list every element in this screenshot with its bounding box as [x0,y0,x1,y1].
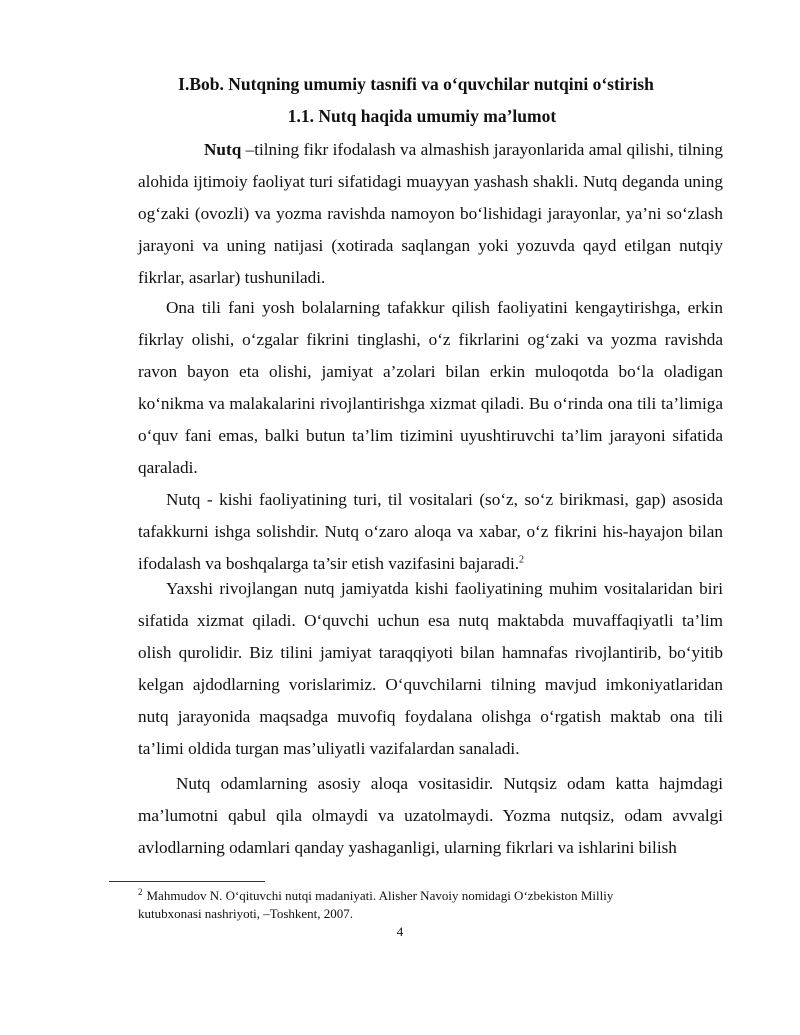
footnote [138,887,698,923]
footnote-line-1: Mahmudov N. O‘qituvchi nutqi madaniyati. Alisher Navoiy nomidagi O‘zbekiston Milliy [146,888,614,903]
footnote-line-2: kutubxonasi nashriyoti, –Toshkent, 2007. [138,906,354,921]
paragraph-5: Nutq odamlarning asosiy aloqa vositasidir. Nutqsiz odam katta hajmdagi ma’lumotni qabul qila olmaydi va uzatolmaydi. Yozma nutqsiz, odam avvalgi avlodlarning odamlari qanday yashaganligi, ularning fikrlari va ishlarini bilish [138,774,723,857]
paragraph-1-text: –tilning fikr ifodalash va almashish jarayonlarida amal qilishi, tilning alohida ijtimoiy faoliyat turi sifatidagi muayyan yashash shakli. Nutq deganda uning og‘zaki (ovozli) va yozma ravishda namoyon bo‘lishidagi jarayonlar, ya’ni so‘zlash jarayoni va uning natijasi (xotirada saqlangan yoki yozuvda qayd etilgan nutqiy fikrlar, asarlar) tushuniladi. [138,140,723,287]
footnote-reference: 2 [519,554,525,566]
term-nutq: Nutq [204,140,242,159]
paragraph-3 [138,484,723,580]
footnote-separator [109,881,265,882]
chapter-title: I.Bob. Nutqning umumiy tasnifi va o‘quvchilar nutqini o‘stirish [178,74,654,94]
paragraph-3-text: Nutq - kishi faoliyatining turi, til vositalari (so‘z, so‘z birikmasi, gap) asosida tafakkurni ishga solishdir. Nutq o‘zaro aloqa va xabar, o‘z fikrini his-hayajon bilan ifodalash va boshqalarga ta’sir etish vazifasini bajaradi. [138,490,723,573]
paragraph-1 [138,134,723,294]
page-number: 4 [396,924,404,939]
paragraph-2: Ona tili fani yosh bolalarning tafakkur qilish faoliyatini kengaytirishga, erkin fikrlay olishi, o‘zgalar fikrini tinglashi, o‘z fikrlarini og‘zaki va yozma ravishda ravon bayon eta olishi, jamiyat a’zolari bilan erkin muloqotda bo‘la oladigan ko‘nikma va malakalarini rivojlantirishga xizmat qiladi. Bu o‘rinda ona tili ta’limiga o‘quv fani emas, balki butun ta’lim tizimini uyushtiruvchi ta’lim jarayoni sifatida qaraladi. [138,298,723,477]
section-title: 1.1. Nutq haqida umumiy ma’lumot [287,106,557,126]
paragraph-4: Yaxshi rivojlangan nutq jamiyatda kishi faoliyatining muhim vositalaridan biri sifatida xizmat qiladi. O‘quvchi uchun esa nutq maktabda muvaffaqiyatli ta’lim olish qurolidir. Biz tilini jamiyat taraqqiyoti bilan hamnafas rivojlantirib, bo‘yitib kelgan ajdodlarning vorislarimiz. O‘quvchilarni tilning mavjud imkoniyatlaridan nutq jarayonida maqsadga muvofiq foydalana olishga o‘rgatish maktab ona tili ta’limi oldida turgan mas’uliyatli vazifalardan sanaladi. [138,579,723,758]
footnote-mark: 2 [138,886,143,897]
